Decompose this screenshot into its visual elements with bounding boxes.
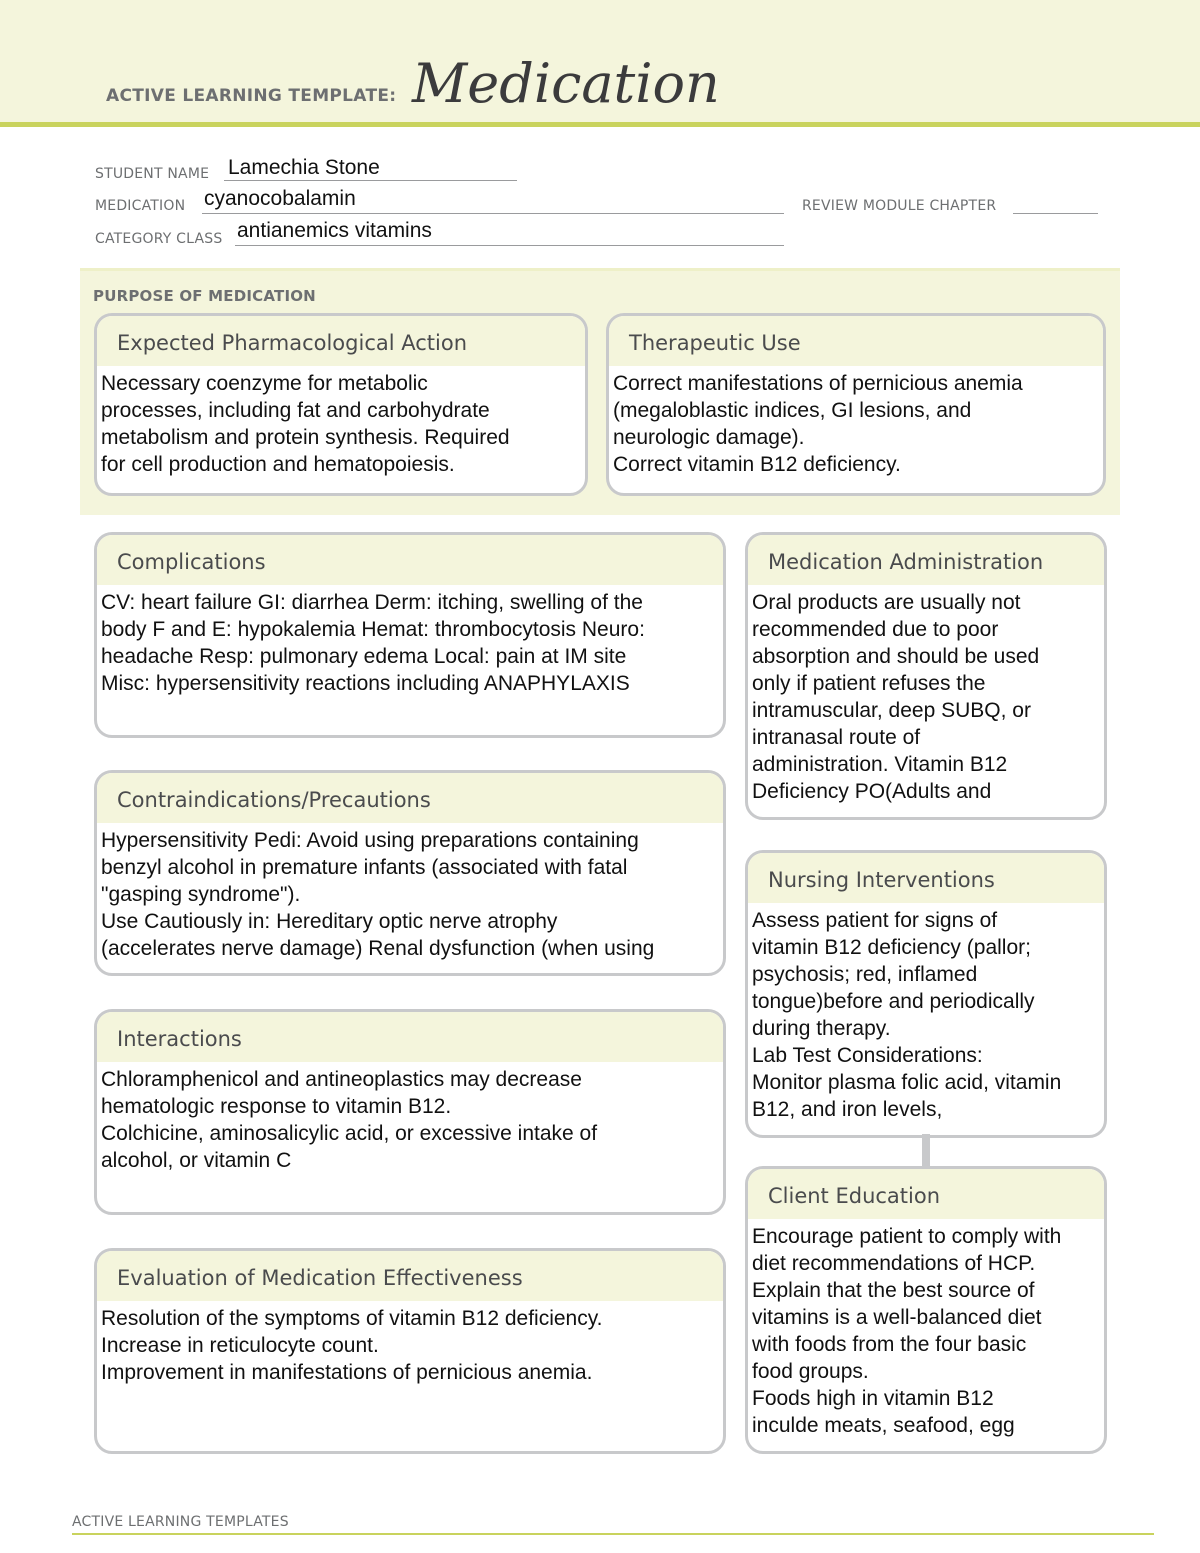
interactions-text[interactable]: Chloramphenicol and antineoplastics may decrease hematologic response to vitamin B12. Colchicine, aminosalicylic acid, or excessive intake of alcohol, or vitamin C (101, 1068, 598, 1172)
evaluation-card (94, 1248, 726, 1454)
medication-label: MEDICATION (95, 198, 186, 214)
administration-title: Medication Administration (748, 535, 1104, 585)
nursing-interventions-title: Nursing Interventions (748, 853, 1104, 903)
student-name-label: STUDENT NAME (95, 166, 210, 182)
therapeutic-use-text[interactable]: Correct manifestations of pernicious anemia (megaloblastic indices, GI lesions, and neurologic damage). Correct vitamin B12 deficiency. (613, 372, 1023, 476)
student-name-field[interactable]: Lamechia Stone (228, 156, 380, 179)
complications-text[interactable]: CV: heart failure GI: diarrhea Derm: itching, swelling of the body F and E: hypokalemia Hemat: thrombocytosis Neuro: headache Resp: pulmonary edema Local: pain at IM site Misc: hypersensitivity reactions including ANAPHYLAXIS (101, 591, 645, 695)
footer-line (72, 1533, 1154, 1535)
contraindications-title: Contraindications/Precautions (97, 773, 723, 823)
complications-title: Complications (97, 535, 723, 585)
expected-action-title: Expected Pharmacological Action (97, 316, 585, 366)
category-class-field[interactable]: antianemics vitamins (237, 219, 432, 242)
template-label: ACTIVE LEARNING TEMPLATE: (106, 86, 397, 106)
client-education-title: Client Education (748, 1169, 1104, 1219)
category-class-label: CATEGORY CLASS (95, 231, 223, 247)
medication-field[interactable]: cyanocobalamin (204, 187, 356, 210)
expected-action-card (94, 313, 588, 496)
contraindications-card (94, 770, 726, 976)
administration-text[interactable]: Oral products are usually not recommended due to poor absorption and should be used only if patient refuses the intramuscular, deep SUBQ, or intranasal route of administration. Vitamin B12 Deficiency PO(Adults and (752, 591, 1040, 803)
therapeutic-use-card (606, 313, 1106, 496)
contraindications-text[interactable]: Hypersensitivity Pedi: Avoid using preparations containing benzyl alcohol in premature infants (associated with fatal "gasping syndrome"). Use Cautiously in: Hereditary optic nerve atrophy (accelerates nerve damage) Renal dysfunction (when using (101, 829, 655, 960)
client-education-card (745, 1166, 1107, 1454)
page-title: Medication (412, 52, 720, 115)
purpose-title: PURPOSE OF MEDICATION (93, 287, 316, 305)
review-module-line (1013, 213, 1098, 214)
therapeutic-use-title: Therapeutic Use (609, 316, 1103, 366)
review-module-label: REVIEW MODULE CHAPTER (802, 198, 997, 214)
nursing-interventions-text[interactable]: Assess patient for signs of vitamin B12 deficiency (pallor; psychosis; red, inflamed tongue)before and periodically during therapy. Lab Test Considerations: Monitor plasma folic acid, vitamin B12, and iron levels, (752, 909, 1062, 1121)
interactions-title: Interactions (97, 1012, 723, 1062)
student-name-line (224, 180, 517, 181)
administration-card (745, 532, 1107, 820)
category-class-line (235, 245, 784, 246)
expected-action-text[interactable]: Necessary coenzyme for metabolic processes, including fat and carbohydrate metabolism and protein synthesis. Required for cell production and hematopoiesis. (101, 372, 510, 476)
interactions-card (94, 1009, 726, 1215)
evaluation-text[interactable]: Resolution of the symptoms of vitamin B12 deficiency. Increase in reticulocyte count. Improvement in manifestations of pernicious anemia. (101, 1307, 603, 1384)
footer-label: ACTIVE LEARNING TEMPLATES (72, 1514, 289, 1530)
card-connector (922, 1134, 930, 1166)
nursing-interventions-card (745, 850, 1107, 1138)
client-education-text[interactable]: Encourage patient to comply with diet recommendations of HCP. Explain that the best source of vitamins is a well-balanced diet with foods from the four basic food groups. Foods high in vitamin B12 inculde meats, seafood, egg (752, 1225, 1062, 1437)
complications-card (94, 532, 726, 738)
evaluation-title: Evaluation of Medication Effectiveness (97, 1251, 723, 1301)
medication-line (202, 213, 784, 214)
